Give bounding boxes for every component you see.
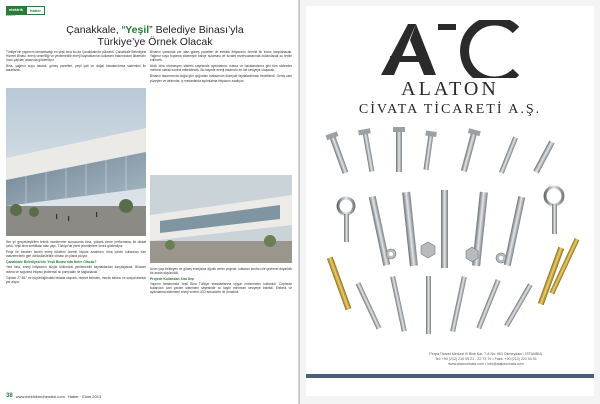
magazine-url: www.elektrikmuhendisi.com	[15, 393, 65, 399]
col2-para-1: Binanın çatısında yer alan güneş panelleri ile elektrik ihtiyacının önemli bir kısmı karşılanacak. Yağmur suyu toplama sistemiyle bahçe sulaması ve tuvalet rezervuarlarında kullanılacak su temin edilecek.	[150, 50, 292, 63]
col1-para-2: Proje ile beraber kentin enerji tüketimi önemli ölçüde azalırken, bina içinde kullanılan tüm malzemelerin geri dönüştürülebilir olması ön plana çıkıyor.	[6, 250, 146, 259]
brand-subtitle: CİVATA TİCARETİ A.Ş.	[358, 102, 542, 117]
col2-para-5: Yapının tamamında Yeşil Bina Türkiye standartlarına uygun malzemeler kullanıldı. Cephede kullanılan özel yalıtım sistemleri sayesinde ısı kaybı minimum seviyeye indirildi. Elektrik ve aydınlatma sistemleri enerji verimli LED armatürler ile donatıldı.	[150, 282, 292, 295]
headline-line2: Türkiye’ye Örnek Olacak	[97, 36, 213, 48]
col1-para-3: Yeni bina, enerji ihtiyacının büyük bölümünü yenilenebilir kaynaklardan karşılayacak. Binanın ısıtma ve soğutma ihtiyacı jeotermal ısı pompaları ile sağlanacak.	[6, 265, 146, 274]
issue-label: Haber · Ekim 2013	[67, 393, 102, 399]
section-tag-primary: elektrik	[6, 6, 26, 15]
subhead-2: Projede Kullanılan Sıra Dışı	[150, 277, 195, 282]
article-headline	[40, 24, 270, 48]
fastener-products-image	[316, 126, 584, 346]
col1-para-4: Toplam 27.657 m² büyüklüğündeki binada otopark, hizmet birimleri, meclis salonu ve sosyal alanlar yer alıyor.	[6, 275, 146, 284]
alaton-logo-icon	[376, 20, 526, 78]
ad-web: www.alatoncivata.com • info@alatoncivata.com	[448, 362, 524, 366]
page-footer	[6, 393, 101, 399]
article-intro	[6, 50, 146, 86]
article-col2	[150, 50, 292, 172]
col2-para-3: Binanın tasarımında doğal gün ışığından maksimum düzeyde faydalanılması hedeflendi. Geniş cam yüzeyler ve atriumlar, iç mekanlarda aydınlatma ihtiyacını azaltıyor.	[150, 74, 292, 83]
section-tag-secondary: haber	[26, 6, 45, 15]
page-number: 38	[6, 393, 13, 399]
ad-accent-stripe	[306, 374, 594, 378]
ad-address: Perpa Ticaret Merkezi B Blok Kat. 7-8 No: 963 Okmeydanı / İSTANBUL	[429, 352, 543, 356]
article-col1	[6, 240, 146, 388]
building-photo-aerial	[150, 175, 292, 263]
headline-post: ” Belediye Binası’yla	[149, 24, 244, 36]
ad-contact	[386, 352, 586, 367]
col2-para-2: Akıllı bina otomasyon sistemi sayesinde aydınlatma, ısıtma ve havalandırma gibi tüm sistemler merkezi olarak kontrol edilebilecek. Bu sayede enerji tasarrufu en üst seviyeye ulaşacak.	[150, 64, 292, 73]
intro-para-2: Bina, yağmur suyu hasadı, güneş panelleri, yeşil çatı ve doğal havalandırma sistemleri ile tasarlandı.	[6, 64, 146, 73]
col1-para-1: Her yıl gerçekleştirilen teknik incelemeler sonucunda bina, yüksek çevre performansı ile dikkat çekti. Yeşil bina sertifikası alan yapı, Türkiye'de yerel yönetimlere örnek gösteriliyor.	[6, 240, 146, 249]
headline-highlight: Yeşil	[125, 24, 150, 36]
building-photo	[6, 88, 146, 236]
headline-pre: Çanakkale, “	[66, 24, 126, 36]
col2-para-4: Uzun yapı bekleyen ve güneş enerjisine ağırlık veren projede, kullanıcı konforu ile çevresel duyarlılık bir arada düşünüldü.	[150, 267, 292, 276]
section-subtag: elektrik	[6, 13, 16, 17]
right-page-ad	[300, 0, 600, 404]
subhead-1: Çanakkale Belediyesi'nin Yeşil Binası'nda Neler Olacak?	[6, 260, 97, 265]
brand-name: ALATON	[401, 78, 499, 100]
intro-para-1: Türkiye'nin yapımını tamamladığı en yeşil bina bu da Çanakkale'de yükseldi. Çanakkale Belediyesi Hizmet Binası, enerji verimliliği ve yenilenebilir enerji kaynaklarının kullanımı bakımından ülkemizin öncü yapıları arasında gösteriliyor.	[6, 50, 146, 63]
advertisement	[306, 6, 594, 396]
ad-phone: Tel: +90 (212) 210 05 21 - 22 73 79 • Faks: +90 (212) 221 04 51	[435, 357, 537, 361]
article-col2-bottom	[150, 267, 292, 389]
